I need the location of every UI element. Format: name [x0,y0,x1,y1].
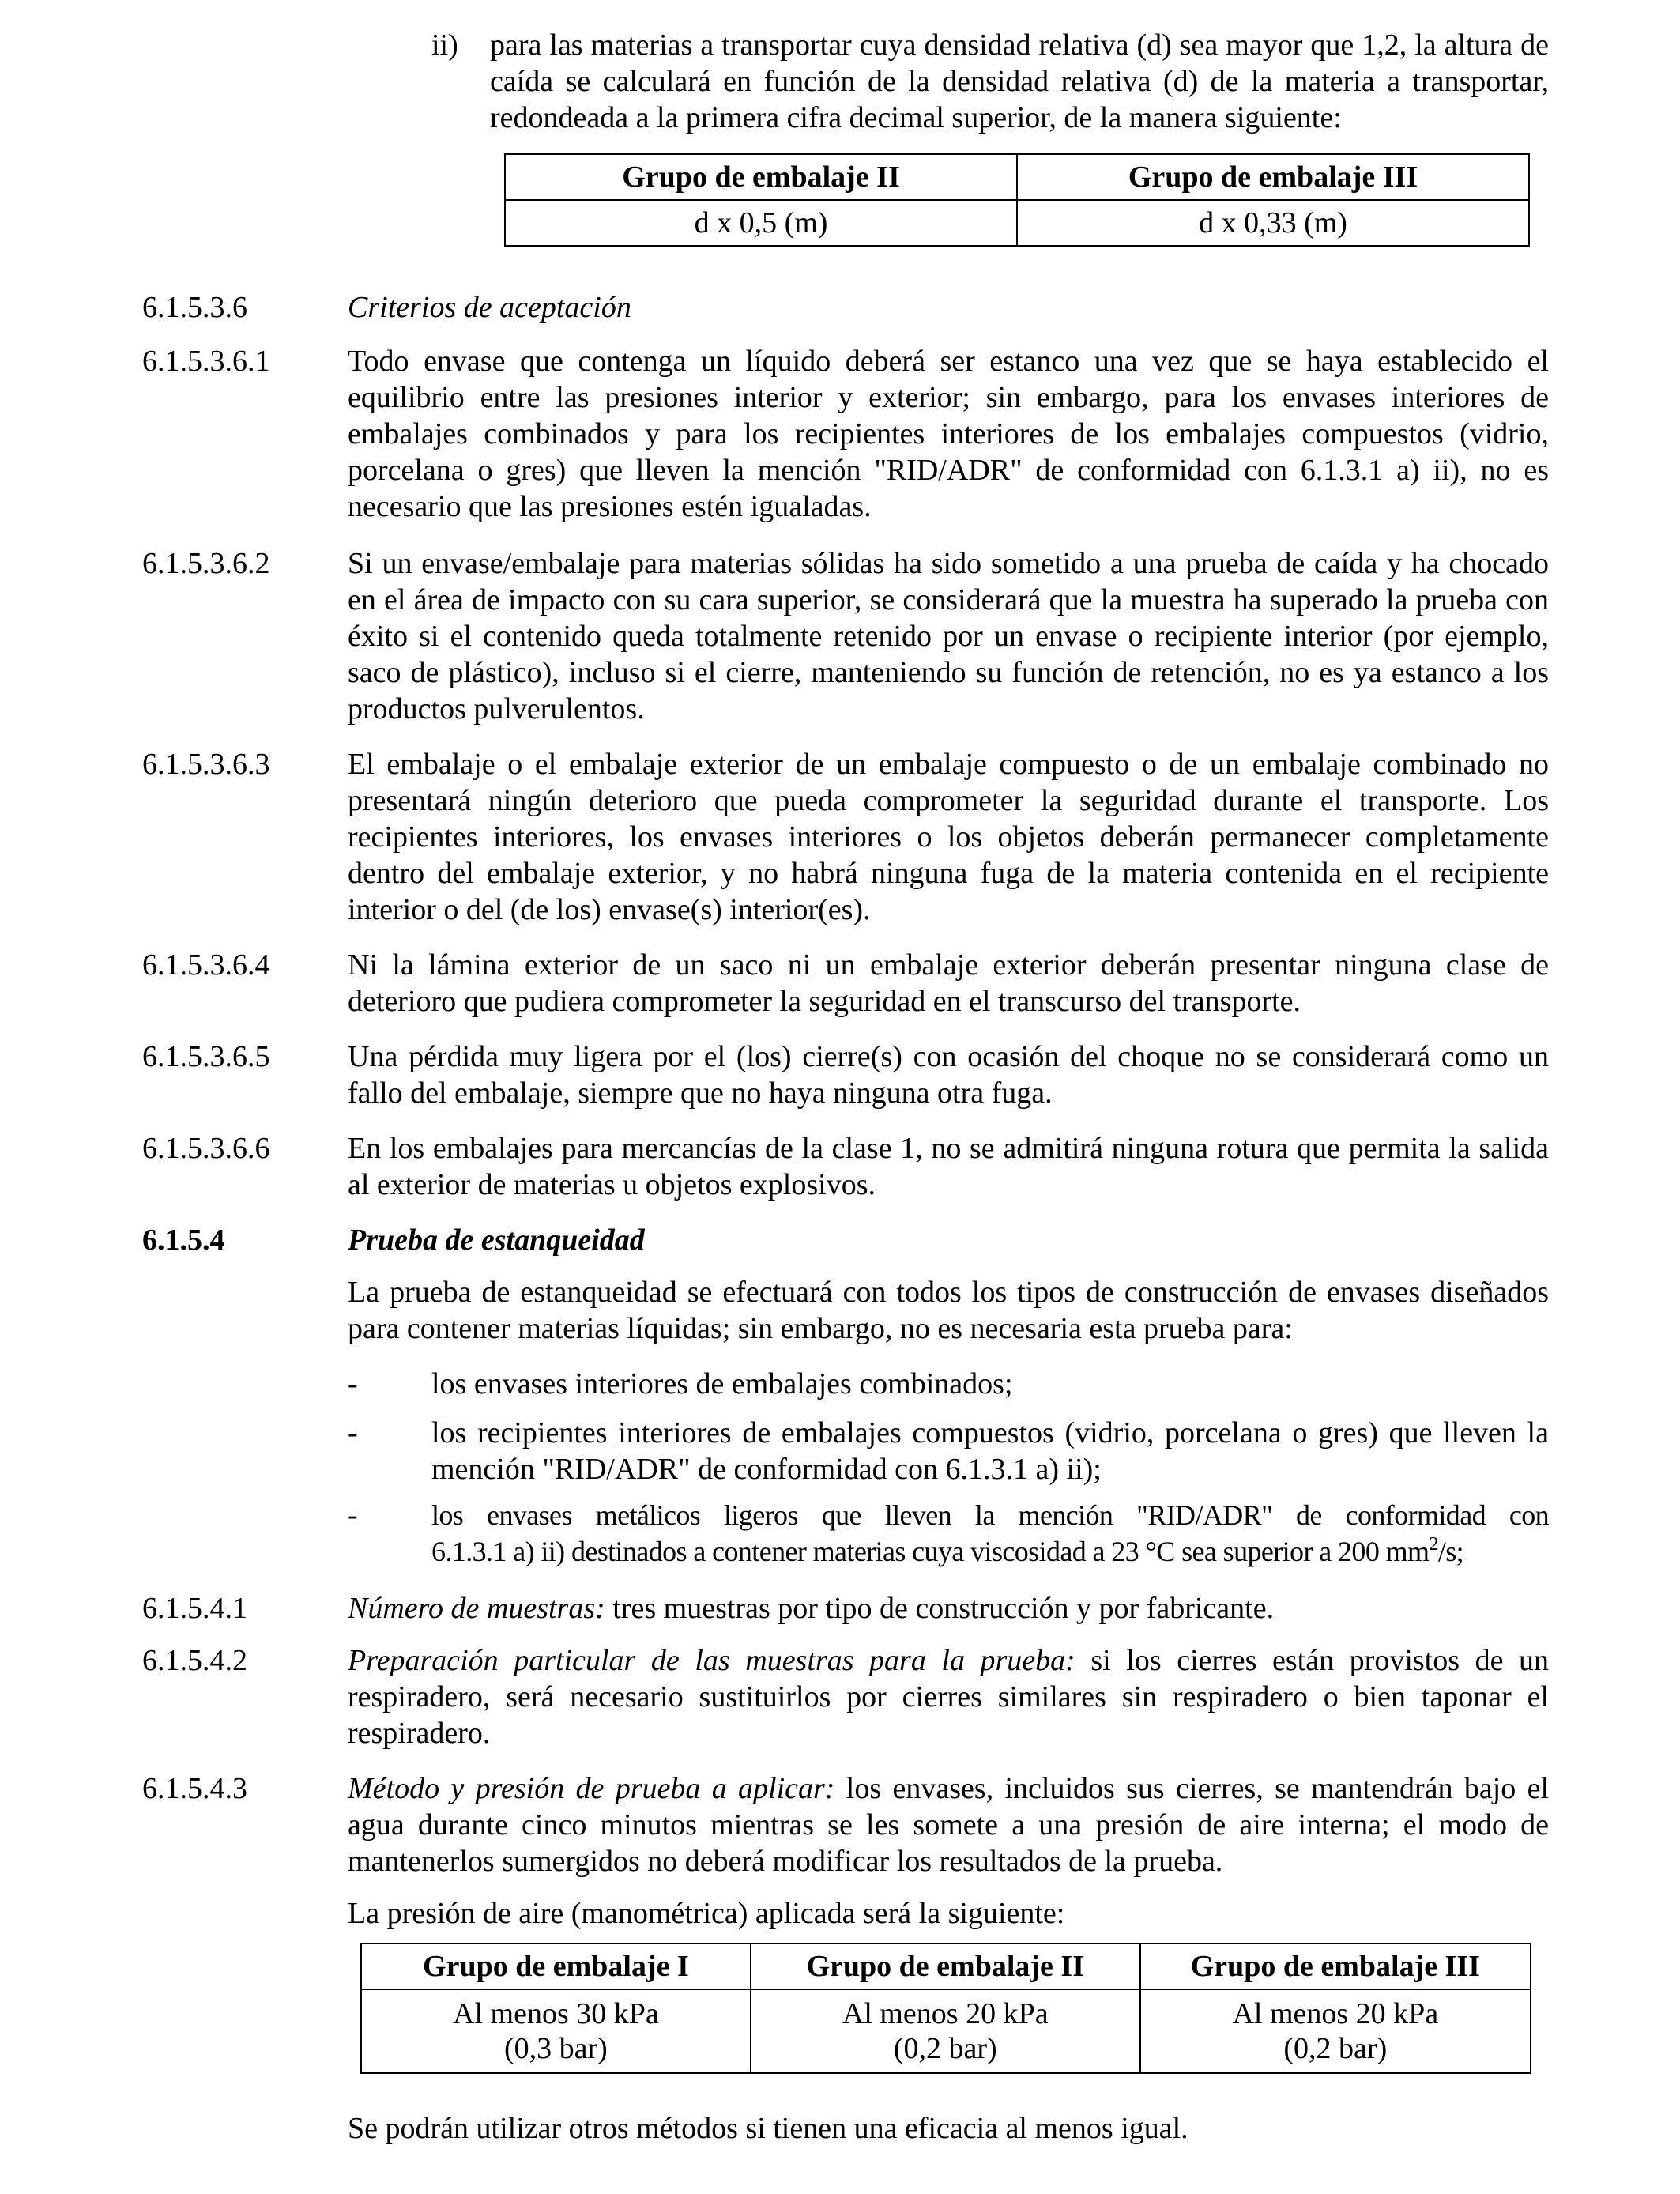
drop-height-table [504,153,1530,247]
table-header-cell: Grupo de embalaje II [751,1943,1140,1989]
list-item [431,1497,1549,1570]
list-item: los envases interiores de embalajes combinados; [431,1367,1013,1400]
paragraph-body: los envases, incluidos sus cierres, se mantendrán bajo el agua durante cinco minutos mientras se les somete a una presión de aire interna; el modo de mantenerlos sumergidos no deberá modificar los resultados de la prueba. [348,1772,1549,1878]
paragraph-text: Todo envase que contenga un líquido deberá ser estanco una vez que se haya establecido el equilibrio entre las presiones interior y exterior; sin embargo, para los envases interiores de embalajes combinados y para los recipientes interiores de los embalajes compuestos (vidrio, porcelana o gres) que lleven la mención "RID/ADR" de conformidad con 6.1.3.1 a) ii), no es necesario que las presiones estén igualadas. [348,345,1549,523]
paragraph-text [348,1590,1549,1627]
paragraph-number: 6.1.5.4.1 [142,1592,247,1625]
table-cell: d x 0,5 (m) [505,200,1017,246]
paragraph-body: si los cierres están provistos de un respiradero, será necesario sustituirlos por cierres similares sin respiradero o bien taponar el respiradero. [348,1644,1549,1750]
paragraph-lead: Preparación particular de las muestras para la prueba: [348,1644,1075,1677]
pressure-bar: (0,3 bar) [503,2032,608,2065]
paragraph-text: El embalaje o el embalaje exterior de un embalaje compuesto o de un embalaje combinado no presentará ningún deterioro que pueda comprometer la seguridad durante el transporte. Los recipientes interiores, los envases interiores o los objetos deberán permanecer completamente dentro del embalaje exterior, y no habrá ninguna fuga de la materia contenida en el recipiente interior o del (de los) envase(s) interior(es). [348,748,1549,926]
paragraph-number: 6.1.5.3.6.4 [142,948,270,982]
pressure-value: Al menos 20 kPa [842,1997,1049,2030]
paragraph-text: Si un envase/embalaje para materias sólidas ha sido sometido a una prueba de caída y ha chocado en el área de impacto con su cara superior, se considerará que la muestra ha superado la prueba con éxito si el contenido queda totalmente retenido por un envase o recipiente interior (por ejemplo, saco de plástico), incluso si el cierre, manteniendo su función de retención, no es ya estanco a los productos pulverulentos. [348,547,1549,726]
section-intro: La prueba de estanqueidad se efectuará con todos los tipos de construcción de envases diseñados para contener materias líquidas; sin embargo, no es necesaria esta prueba para: [348,1276,1549,1345]
pressure-value: Al menos 20 kPa [1232,1997,1439,2030]
paragraph-text [348,1770,1549,1879]
table-header-cell: Grupo de embalaje II [505,154,1017,200]
table-cell [1140,1989,1531,2073]
list-item-line: los envases metálicos ligeros que lleven la mención "RID/ADR" de conformidad con [431,1499,1549,1531]
list-item-line [431,1533,1549,1570]
paragraph-number: 6.1.5.3.6.5 [142,1040,270,1073]
list-dash: - [348,1367,358,1400]
pressure-value: Al menos 30 kPa [453,1997,659,2030]
table-header-cell: Grupo de embalaje III [1140,1943,1531,1989]
paragraph-number: 6.1.5.3.6.2 [142,547,270,580]
paragraph-text [348,1642,1549,1751]
section-title: Criterios de aceptación [348,291,631,324]
list-item: los recipientes interiores de embalajes compuestos (vidrio, porcelana o gres) que lleven la mención "RID/ADR" de conformidad con 6.1.3.1 a) ii); [431,1416,1549,1486]
paragraph-text: Ni la lámina exterior de un saco ni un embalaje exterior deberán presentar ninguna clase de deterioro que pudiera comprometer la seguridad en el transcurso del transporte. [348,948,1549,1018]
list-item-fragment: 6.1.3.1 a) ii) destinados a contener materias cuya viscosidad a 23 °C sea superior a 200 mm [431,1536,1430,1567]
table-header-cell: Grupo de embalaje III [1017,154,1529,200]
list-item-fragment: /s; [1437,1536,1464,1567]
paragraph-number: 6.1.5.4.3 [142,1772,247,1805]
table-cell [751,1989,1140,2073]
item-text-ii: para las materias a transportar cuya densidad relativa (d) sea mayor que 1,2, la altura de caída se calculará en función de la densidad relativa (d) de la materia a transportar, redondeada a la primera cifra decimal superior, de la manera siguiente: [490,28,1549,134]
paragraph-number: 6.1.5.3.6.3 [142,748,270,781]
table-cell: d x 0,33 (m) [1017,200,1529,246]
paragraph-number: 6.1.5.3.6.6 [142,1132,270,1165]
paragraph-body: tres muestras por tipo de construcción y por fabricante. [605,1592,1275,1625]
section-title: Prueba de estanqueidad [348,1223,645,1257]
pressure-bar: (0,2 bar) [1283,2032,1388,2065]
paragraph-number: 6.1.5.4.2 [142,1644,247,1677]
table-cell [361,1989,751,2073]
pressure-bar: (0,2 bar) [893,2032,997,2065]
superscript: 2 [1429,1534,1438,1555]
list-dash: - [348,1498,358,1532]
paragraph-text: En los embalajes para mercancías de la clase 1, no se admitirá ninguna rotura que permita la salida al exterior de materias u objetos explosivos. [348,1132,1549,1201]
closing-text: Se podrán utilizar otros métodos si tienen una eficacia al menos igual. [348,2112,1188,2145]
item-label-ii: ii) [431,28,458,62]
paragraph-lead: Método y presión de prueba a aplicar: [348,1772,835,1805]
pressure-intro: La presión de aire (manométrica) aplicada será la siguiente: [348,1897,1065,1930]
paragraph-text: Una pérdida muy ligera por el (los) cierre(s) con ocasión del choque no se considerará como un fallo del embalaje, siempre que no haya ninguna otra fuga. [348,1040,1549,1110]
section-number: 6.1.5.4 [142,1223,225,1257]
paragraph-lead: Número de muestras: [348,1592,605,1625]
list-dash: - [348,1416,358,1449]
paragraph-number: 6.1.5.3.6.1 [142,345,270,378]
table-header-cell: Grupo de embalaje I [361,1943,751,1989]
section-number: 6.1.5.3.6 [142,291,247,324]
pressure-table [360,1943,1531,2074]
